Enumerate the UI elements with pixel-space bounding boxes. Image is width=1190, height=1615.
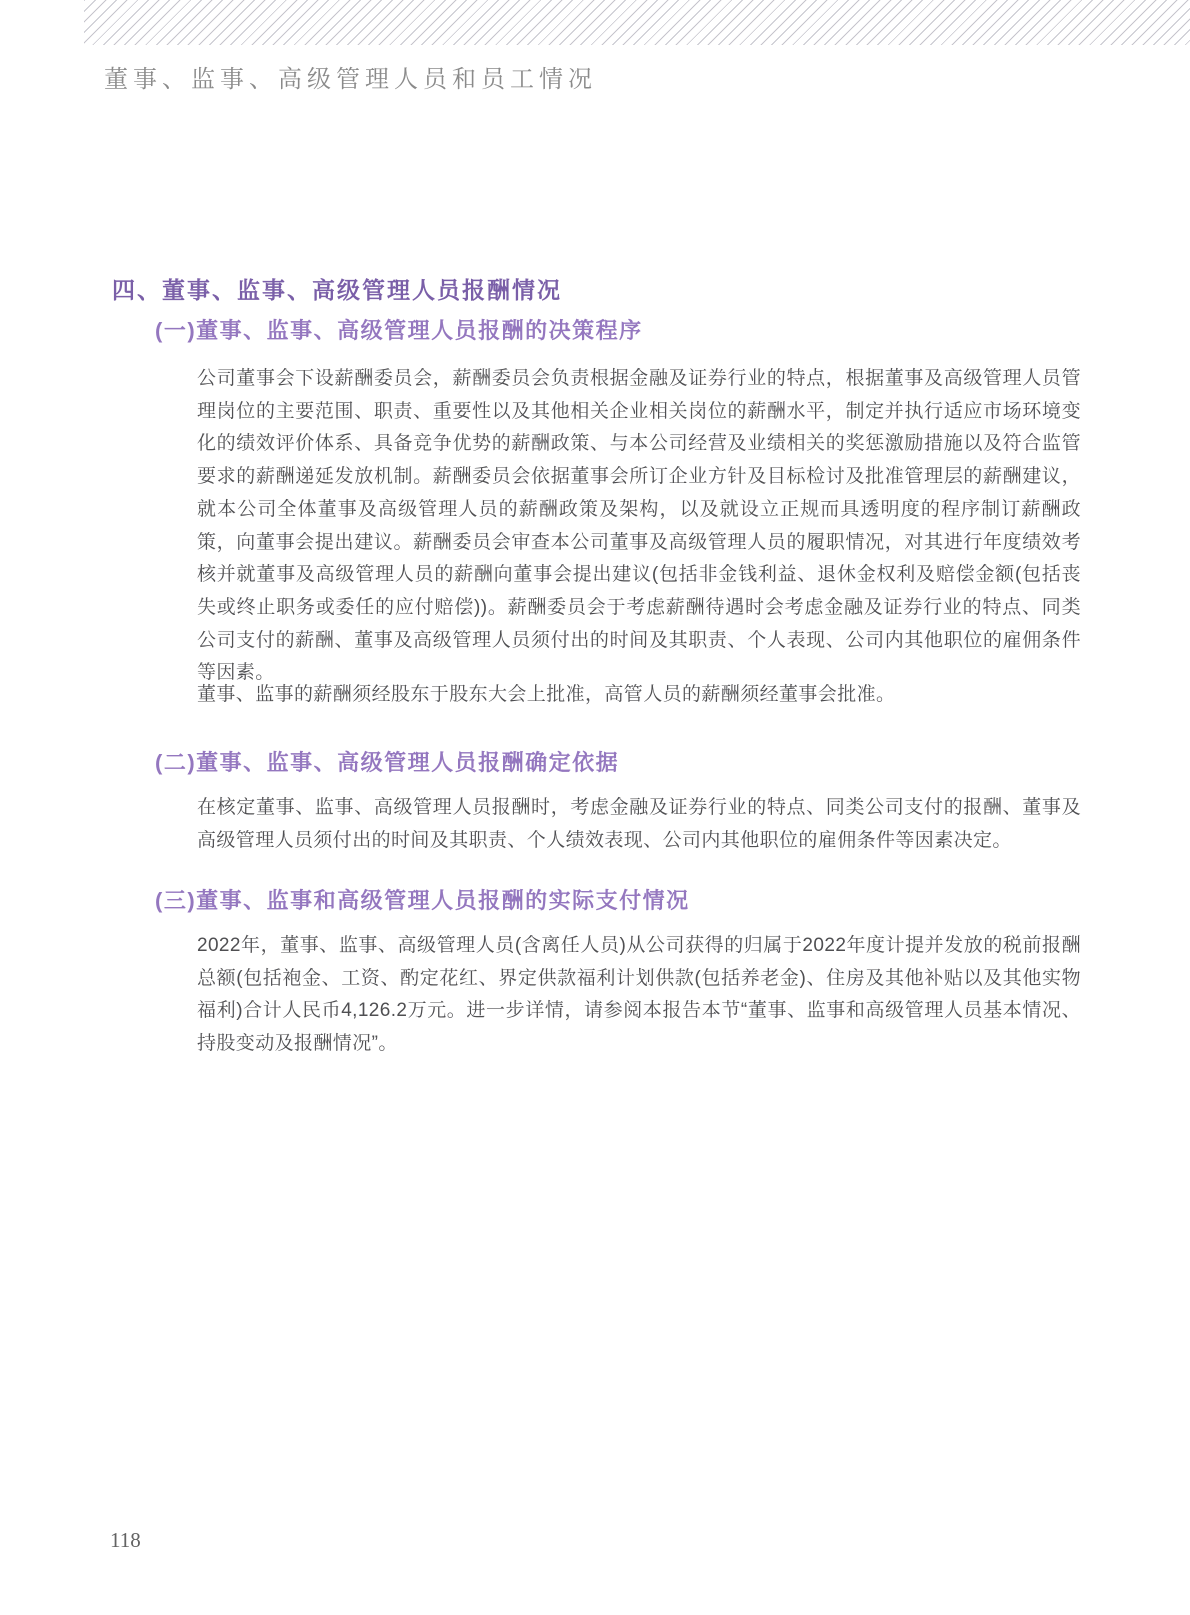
subsection-1-title: (一)董事、监事、高级管理人员报酬的决策程序: [155, 318, 643, 343]
subsection-1-paragraph-2: 董事、监事的薪酬须经股东于股东大会上批准，高管人员的薪酬须经董事会批准。: [197, 684, 896, 705]
chapter-header: 董事、监事、高级管理人员和员工情况: [104, 67, 597, 93]
diagonal-hatch-decoration: [84, 0, 1190, 45]
subsection-2-title: (二)董事、监事、高级管理人员报酬确定依据: [155, 750, 620, 775]
subsection-3-title: (三)董事、监事和高级管理人员报酬的实际支付情况: [155, 888, 690, 913]
subsection-1-paragraph-1: 公司董事会下设薪酬委员会，薪酬委员会负责根据金融及证券行业的特点，根据董事及高级管理人员管理岗位的主要范围、职责、重要性以及其他相关企业相关岗位的薪酬水平，制定并执行适应市场环境变化的绩效评价体系、具备竞争优势的薪酬政策、与本公司经营及业绩相关的奖惩激励措施以及符合监管要求的薪酬递延发放机制。薪酬委员会依据董事会所订企业方针及目标检讨及批准管理层的薪酬建议，就本公司全体董事及高级管理人员的薪酬政策及架构，以及就设立正规而具透明度的程序制订薪酬政策，向董事会提出建议。薪酬委员会审查本公司董事及高级管理人员的履职情况，对其进行年度绩效考核并就董事及高级管理人员的薪酬向董事会提出建议(包括非金钱利益、退休金权利及赔偿金额(包括丧失或终止职务或委任的应付赔偿))。薪酬委员会于考虑薪酬待遇时会考虑金融及证券行业的特点、同类公司支付的薪酬、董事及高级管理人员须付出的时间及其职责、个人表现、公司内其他职位的雇佣条件等因素。: [197, 368, 1081, 684]
section-title: 四、董事、监事、高级管理人员报酬情况: [112, 277, 562, 303]
subsection-3-paragraph-1: 2022年，董事、监事、高级管理人员(含离任人员)从公司获得的归属于2022年度计提并发放的税前报酬总额(包括袍金、工资、酌定花红、界定供款福利计划供款(包括养老金)、住房及其他补贴以及其他实物福利)合计人民币4,126.2万元。进一步详情，请参阅本报告本节“董事、监事和高级管理人员基本情况、持股变动及报酬情况”。: [197, 935, 1081, 1055]
subsection-2-paragraph-1: 在核定董事、监事、高级管理人员报酬时，考虑金融及证券行业的特点、同类公司支付的报酬、董事及高级管理人员须付出的时间及其职责、个人绩效表现、公司内其他职位的雇佣条件等因素决定。: [197, 797, 1081, 851]
page-number: 118: [110, 1528, 141, 1552]
